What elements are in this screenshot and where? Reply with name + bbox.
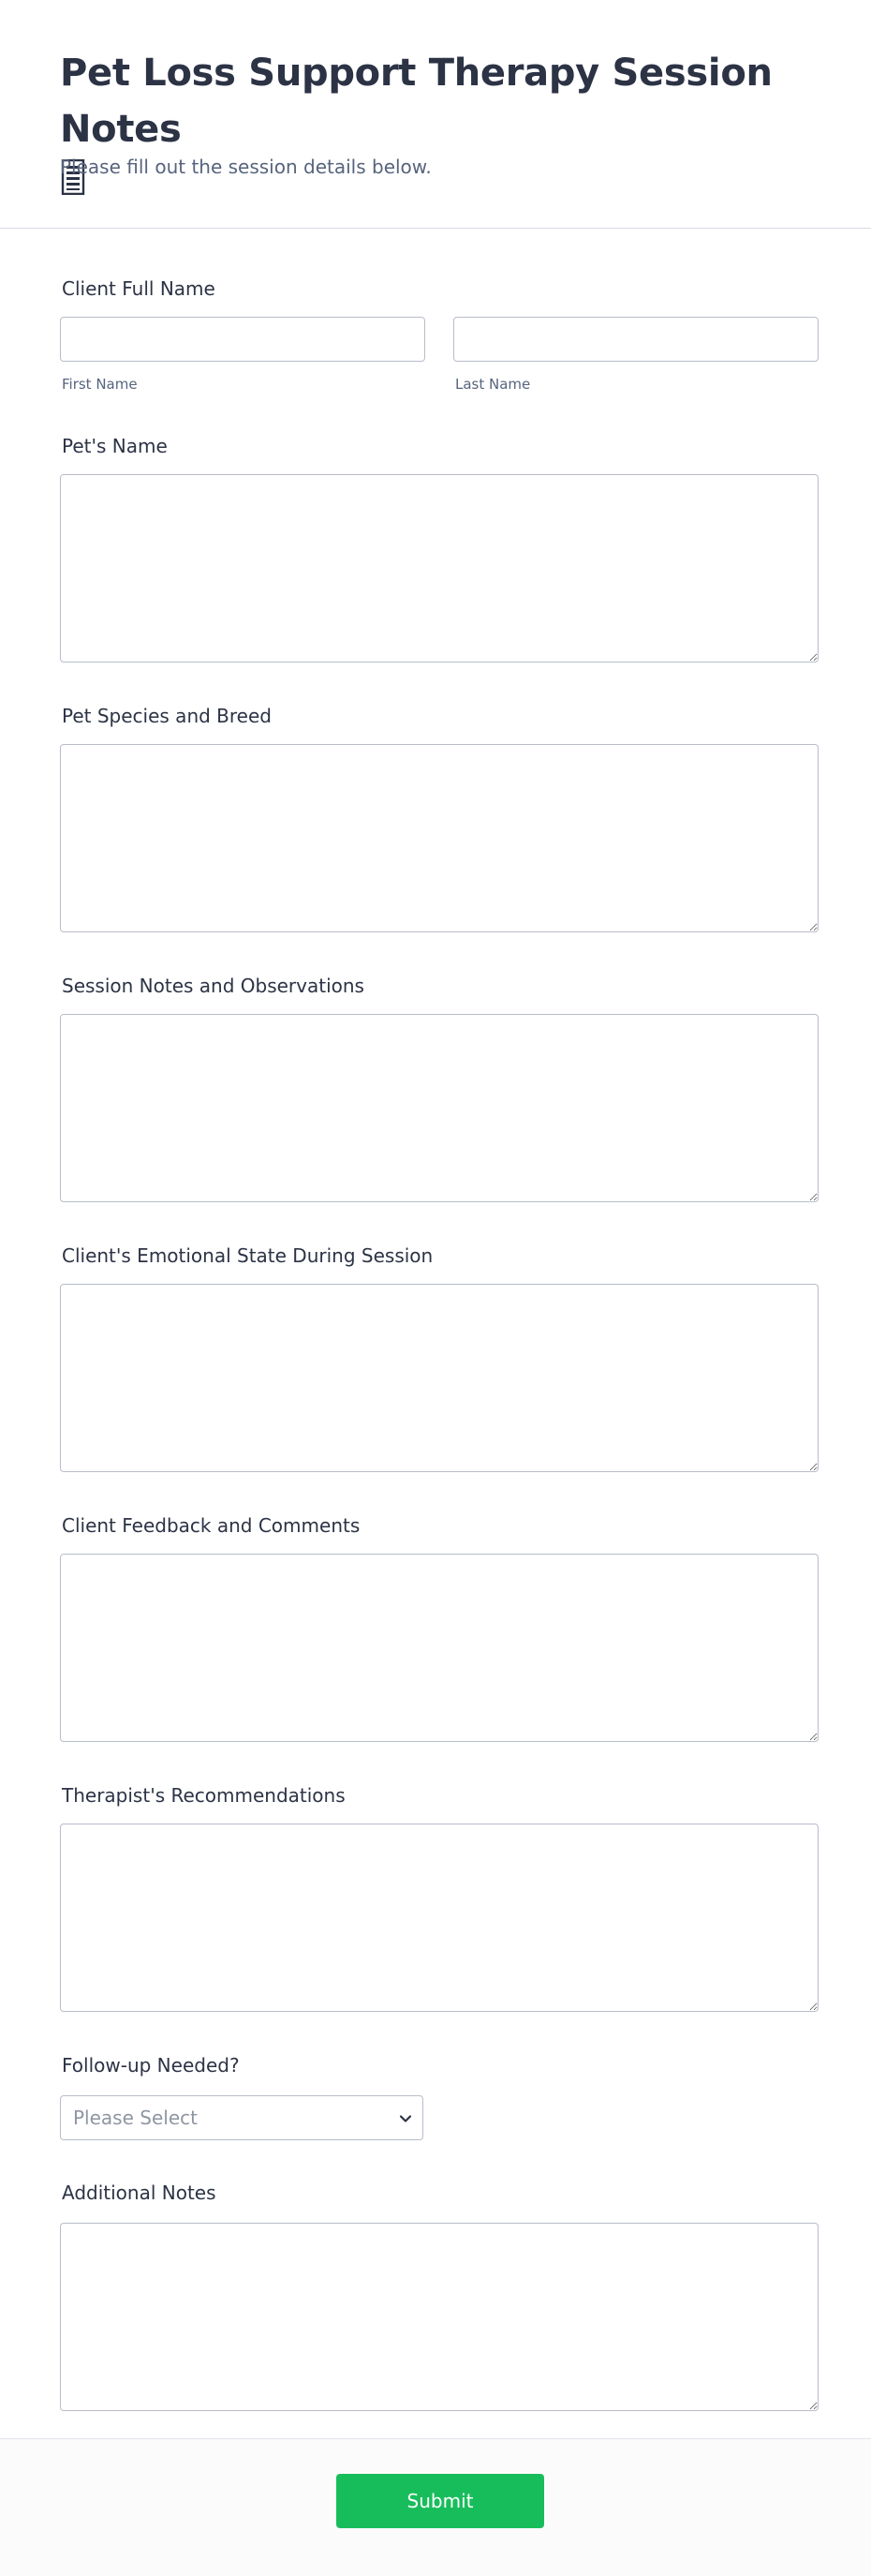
additional-notes-textarea[interactable] xyxy=(60,2223,819,2411)
follow-up-label: Follow-up Needed? xyxy=(62,2054,240,2077)
chevron-down-icon xyxy=(398,2111,413,2126)
pet-name-textarea[interactable] xyxy=(60,474,819,663)
first-name-sublabel: First Name xyxy=(62,376,138,393)
pet-name-label: Pet's Name xyxy=(62,435,168,457)
emotional-state-label: Client's Emotional State During Session xyxy=(62,1244,434,1267)
session-notes-textarea[interactable] xyxy=(60,1014,819,1202)
last-name-sublabel: Last Name xyxy=(455,376,531,393)
client-feedback-label: Client Feedback and Comments xyxy=(62,1514,361,1537)
session-notes-label: Session Notes and Observations xyxy=(62,975,364,997)
submit-button[interactable]: Submit xyxy=(336,2474,544,2528)
page-title-text: Pet Loss Support Therapy Session Notes xyxy=(60,52,773,151)
additional-notes-label: Additional Notes xyxy=(62,2181,216,2204)
client-feedback-textarea[interactable] xyxy=(60,1554,819,1742)
recommendations-textarea[interactable] xyxy=(60,1824,819,2012)
pet-species-label: Pet Species and Breed xyxy=(62,705,272,727)
emotional-state-textarea[interactable] xyxy=(60,1284,819,1472)
first-name-input[interactable] xyxy=(60,317,425,362)
last-name-input[interactable] xyxy=(453,317,819,362)
form-header xyxy=(0,0,871,229)
follow-up-selected-value: Please Select xyxy=(73,2107,198,2129)
client-name-label: Client Full Name xyxy=(62,277,215,300)
pet-species-textarea[interactable] xyxy=(60,744,819,932)
page-subtitle: Please fill out the session details below. xyxy=(60,156,432,178)
recommendations-label: Therapist's Recommendations xyxy=(62,1784,346,1807)
follow-up-select[interactable] xyxy=(60,2095,423,2140)
